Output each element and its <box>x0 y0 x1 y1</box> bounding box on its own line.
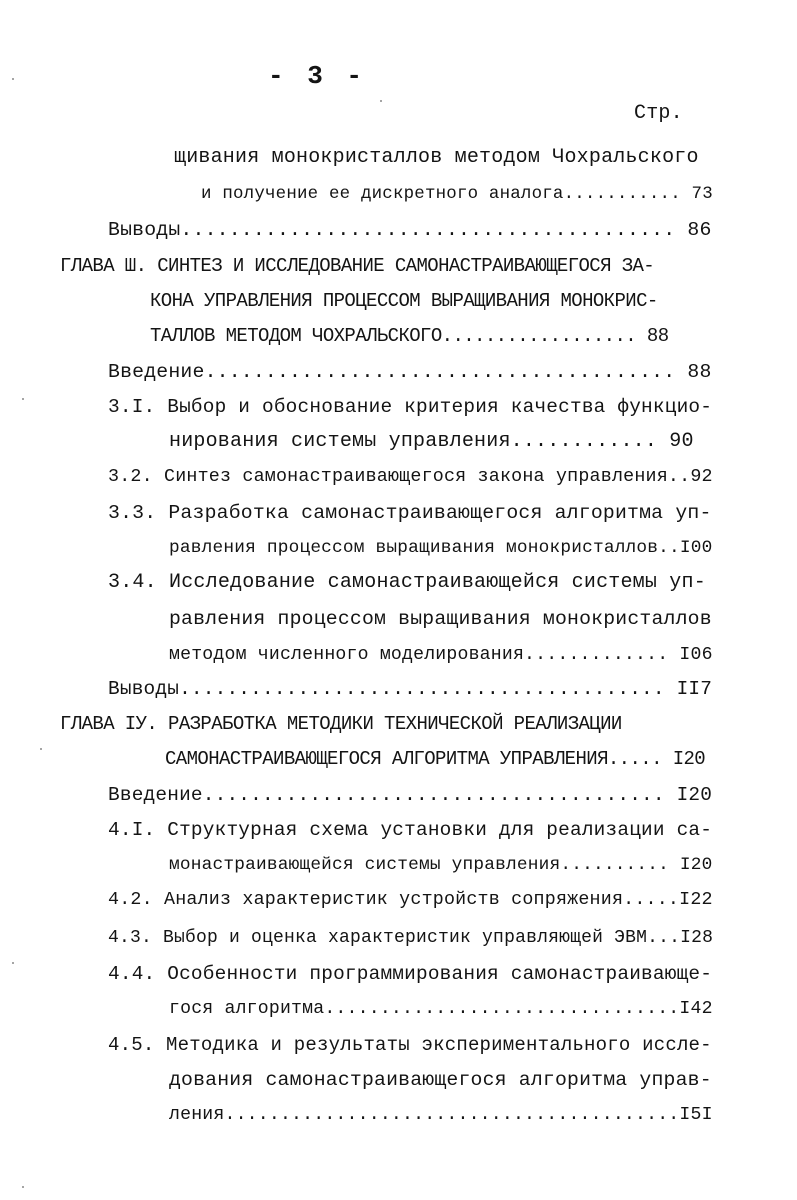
chapter-heading: ГЛАВА IУ. РАЗРАБОТКА МЕТОДИКИ ТЕХНИЧЕСКОЙ РЕАЛИЗАЦИИ <box>60 713 622 735</box>
toc-line: Введение....................................... 88 <box>108 361 712 383</box>
toc-line: гося алгоритма................................I42 <box>169 999 713 1019</box>
toc-line: щивания монокристаллов методом Чохральского <box>174 146 699 169</box>
toc-line: 4.2. Анализ характеристик устройств сопряжения.....I22 <box>108 889 713 910</box>
scan-speck <box>12 962 14 964</box>
toc-line: ления.........................................I5I <box>169 1105 713 1125</box>
toc-line: методом численного моделирования............. I06 <box>169 645 713 665</box>
toc-line: 4.I. Структурная схема установки для реализации са- <box>108 819 713 841</box>
toc-line: дования самонастраивающегося алгоритма управ- <box>169 1069 712 1091</box>
toc-line: Выводы......................................... 86 <box>108 219 712 241</box>
toc-line: равления процессом выращивания монокристаллов <box>169 608 712 630</box>
toc-line: и получение ее дискретного аналога........... 73 <box>201 184 713 204</box>
toc-line: равления процессом выращивания монокристаллов..I00 <box>169 538 713 558</box>
toc-line: 4.3. Выбор и оценка характеристик управляющей ЭВМ...I28 <box>108 928 714 948</box>
page-number: - 3 - <box>268 61 367 91</box>
toc-line: 3.2. Синтез самонастраивающегося закона управления..92 <box>108 466 713 487</box>
toc-line: Введение....................................... I20 <box>108 784 713 806</box>
chapter-heading: ГЛАВА Ш. СИНТЕЗ И ИССЛЕДОВАНИЕ САМОНАСТРАИВАЮЩЕГОСЯ ЗА- <box>60 255 655 277</box>
toc-line: нирования системы управления............ 90 <box>169 430 694 453</box>
toc-line: Выводы......................................... II7 <box>108 678 713 700</box>
toc-line: монастраивающейся системы управления.......... I20 <box>169 855 713 875</box>
scan-speck <box>40 748 42 750</box>
chapter-heading: КОНА УПРАВЛЕНИЯ ПРОЦЕССОМ ВЫРАЩИВАНИЯ МОНОКРИС- <box>150 290 658 312</box>
chapter-heading: САМОНАСТРАИВАЮЩЕГОСЯ АЛГОРИТМА УПРАВЛЕНИЯ..... I20 <box>165 748 706 770</box>
toc-line: 3.4. Исследование самонастраивающейся системы уп- <box>108 571 706 594</box>
page-column-label: Стр. <box>634 102 683 125</box>
scan-speck <box>12 78 14 80</box>
scan-speck <box>22 1186 24 1188</box>
chapter-heading: ТАЛЛОВ МЕТОДОМ ЧОХРАЛЬСКОГО.................. 88 <box>150 325 669 347</box>
scan-speck <box>380 100 382 102</box>
toc-line: 4.4. Особенности программирования самонастраивающе- <box>108 963 713 985</box>
scan-speck <box>22 398 24 400</box>
toc-line: 3.3. Разработка самонастраивающегося алгоритма уп- <box>108 502 712 524</box>
toc-line: 3.I. Выбор и обоснование критерия качества функцио- <box>108 396 713 418</box>
toc-line: 4.5. Методика и результаты экспериментального иссле- <box>108 1034 712 1056</box>
